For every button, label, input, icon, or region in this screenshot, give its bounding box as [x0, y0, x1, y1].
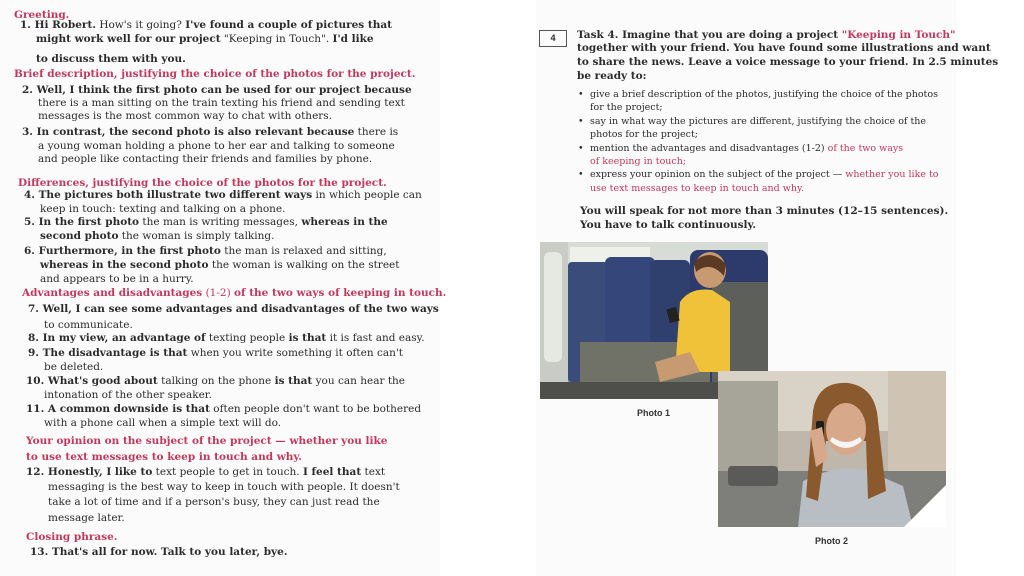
line-10b: intonation of the other speaker. [44, 389, 212, 401]
page-gap [440, 0, 536, 576]
line-6b: whereas in the second photo the woman is walking on the street [40, 259, 400, 271]
photo-2 [718, 371, 946, 527]
line-1: 1. Hi Robert. How's it going? I've found a couple of pictures that [20, 19, 392, 31]
photo-2-torn-corner [904, 485, 946, 527]
advantages-heading: Advantages and disadvantages (1-2) of the two ways of keeping in touch. [22, 287, 447, 299]
speak-continuous: You have to talk continuously. [580, 219, 757, 231]
line-8: 8. In my view, an advantage of texting people is that it is fast and easy. [28, 332, 425, 344]
line-12c: take a lot of time and if a person's busy, they can just read the [48, 496, 380, 508]
brief-heading: Brief description, justifying the choice of the photos for the project. [14, 68, 416, 80]
task-line-1: Task 4. Imagine that you are doing a project "Keeping in Touch" [577, 29, 956, 41]
line-4: 4. The pictures both illustrate two different ways in which people can [24, 189, 422, 201]
line-10: 10. What's good about talking on the phone is that you can hear the [26, 375, 406, 387]
speak-limit: You will speak for not more than 3 minutes (12–15 sentences). [580, 205, 949, 217]
line-1c: to discuss them with you. [36, 53, 186, 65]
line-12d: message later. [48, 512, 125, 524]
line-7b: to communicate. [44, 319, 133, 331]
line-3b: a young woman holding a phone to her ear and talking to someone [38, 140, 395, 152]
greeting-heading: Greeting. [14, 9, 70, 21]
task-line-3: to share the news. Leave a voice message to your friend. In 2.5 minutes [577, 56, 999, 68]
line-12: 12. Honestly, I like to text people to get in touch. I feel that text [26, 466, 386, 478]
line-5b: second photo the woman is simply talking. [40, 230, 275, 242]
line-2b: there is a man sitting on the train texting his friend and sending text [38, 97, 405, 109]
line-1b: might work well for our project "Keeping in Touch". I'd like [36, 33, 374, 45]
line-11b: with a phone call when a simple text will do. [44, 417, 282, 429]
closing-heading: Closing phrase. [26, 531, 118, 543]
differences-heading: Differences, justifying the choice of the photos for the project. [18, 177, 387, 189]
opinion-heading-a: Your opinion on the subject of the project — whether you like [26, 435, 388, 447]
line-2: 2. Well, I think the first photo can be used for our project because [22, 84, 412, 96]
line-4b: keep in touch: texting and talking on a phone. [40, 203, 286, 215]
photo-1-caption: Photo 1 [637, 408, 670, 418]
line-13: 13. That's all for now. Talk to you later, bye. [30, 546, 288, 558]
task-line-2: together with your friend. You have found some illustrations and want [577, 42, 991, 54]
line-9b: be deleted. [44, 361, 104, 373]
line-11: 11. A common downside is that often people don't want to be bothered [26, 403, 422, 415]
line-6: 6. Furthermore, in the first photo the man is relaxed and sitting, [24, 245, 387, 257]
opinion-heading-b: to use text messages to keep in touch and why. [26, 451, 302, 463]
line-7: 7. Well, I can see some advantages and disadvantages of the two ways [28, 303, 439, 315]
task-number-box: 4 [539, 30, 567, 47]
line-3c: and people like contacting their friends and families by phone. [38, 153, 373, 165]
task-line-4: be ready to: [577, 70, 647, 82]
line-12b: messaging is the best way to keep in touch with people. It doesn't [48, 481, 400, 493]
line-5: 5. In the first photo the man is writing messages, whereas in the [24, 216, 388, 228]
photo-2-caption: Photo 2 [815, 536, 848, 546]
line-9: 9. The disadvantage is that when you write something it often can't [28, 347, 403, 359]
line-2c: messages is the most common way to chat with others. [38, 110, 333, 122]
line-6c: and appears to be in a hurry. [40, 273, 194, 285]
line-3: 3. In contrast, the second photo is also relevant because there is [22, 126, 399, 138]
